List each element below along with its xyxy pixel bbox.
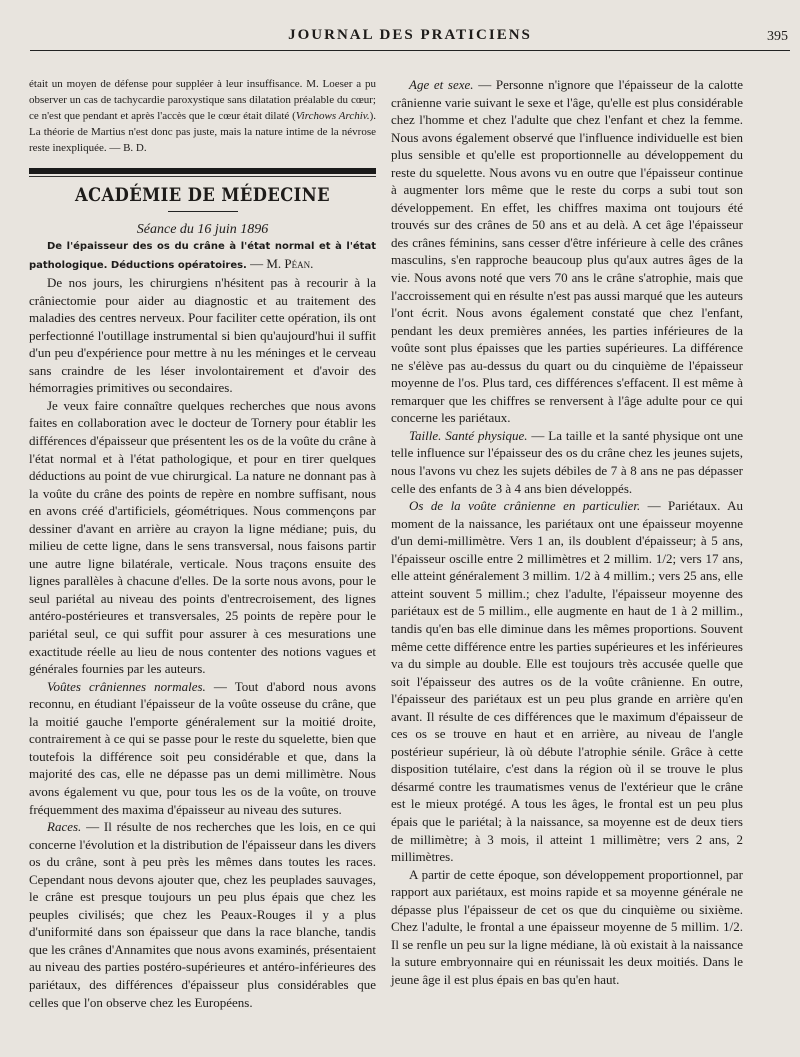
paragraph: Races. — Il résulte de nos recherches que les lois, en ce qui concerne l'évolution et la distribution de l'épaisseur dans les divers os du crâne, sont à peu près les mêmes dans toutes les races. Cependant nous devons ajouter que, chez les peuplades sauvages, le crâne est presque toujours un peu plus épais que chez les peuples civilisés; que chez les Peaux-Rouges il y a plus d'uniformité dans son épaisseur que dans la race blanche, tandis que les crânes d'Annamites que nous avons examinés, présentaient au niveau des parties postéro-supérieures et antéro-inférieures des pariétaux, des différences d'épaisseur plus considérables que celles que l'on observe chez les Européens.: [29, 819, 376, 1010]
seance-date: Séance du 16 juin 1896: [136, 221, 269, 237]
section-divider-thick: [29, 168, 376, 174]
paragraph: Taille. Santé physique. — La taille et la santé physique ont une telle influence sur l'épaisseur des os du crâne chez les jeunes sujets, nous l'avons vu chez les sujets débiles de 7 à 8 ans ne pas dépasser celle des enfants de 3 à 4 ans bien développés.: [391, 427, 743, 496]
paragraph: Os de la voûte crânienne en particulier. — Pariétaux. Au moment de la naissance, les pariétaux ont une épaisseur moyenne d'un demi-millimètre. Vers 1 an, ils doublent d'épaisseur; à 5 ans, l'épaisseur oscille entre 2 millimètres et 2 millim. 1/2; vers 17 ans, elle atteint généralement 3 millim. 1/2 à 4 millim.; vers 25 ans, elle atteint souvent 5 millim.; chez l'adulte, l'épaisseur moyenne des pariétaux est de 5 millim., elle augmente en haut de 1 à 2 millim., tandis qu'en bas elle diminue dans les mêmes proportions. Souvent même cette différence entre les parties supérieures et les inférieures va du simple au double. Elle est toujours très accusée quelle que soit l'épaisseur des autres os de la voûte crânienne. En outre, l'épaisseur des pariétaux est un peu plus grande en arrière qu'en avant. Il résulte de ces différences que le maximum d'épaisseur de ces os se trouve en haut et en arrière, au niveau de l'angle postérieur supérieur, là où débute l'atrophie sénile. Grâce à cette disposition tutélaire, c'est dans la région où il se trouve le plus désarmé contre les traumatismes venus de l'extérieur que le crâne est le mieux protégé. A tous les âges, le frontal est un peu plus épais que le pariétal; à la naissance, sa moyenne est de deux tiers de millimètre; à 3 mois, il atteint 1 millimètre; vers 2 ans, 2 millimètres.: [391, 498, 743, 865]
header-rule: [30, 50, 790, 51]
paragraph: Age et sexe. — Personne n'ignore que l'épaisseur de la calotte crânienne varie suivant le sexe et l'âge, qu'elle est plus considérable chez l'homme et chez l'adulte que chez l'enfant et chez la femme. Nous avons également observé que l'influence individuelle est bien plus sensible et qu'elle est proportionnelle au développement du reste du squelette. Nous avons vu en outre que l'épaisseur continue à augmenter lors même que le reste du corps a subi tout son développement. En effet, les chiffres maxima ont toujours été trouvés sur des crânes de 50 ans et au delà. A cet âge l'épaisseur des crânes féminins, sans cesser d'être inférieure à celle des crânes masculins, s'en rapproche beaucoup plus qu'aux autres âges de la vie. Nous avons noté que vers 70 ans le crâne s'atrophie, mais que l'accroissement qui en résulte n'est pas aussi marqué que les auteurs l'ont écrit. Nous avons également constaté que chez l'enfant, pendant les deux premières années, les parties inférieures de la voûte sont plus épaisses que les parties supérieures. La différence ne s'élève pas au-dessus du quart ou du cinquième de l'épaisseur moyenne de l'os. Plus tard, ces différences s'effacent. Il est même à remarquer que les chiffres se renversent à l'âge adulte pour ce qui concerne les pariétaux.: [391, 77, 743, 426]
paragraph: A partir de cette époque, son développement proportionnel, par rapport aux pariétaux, est moins rapide et sa moyenne générale ne dépasse plus l'épaisseur de cet os que du cinquième ou sixième. Chez l'adulte, le frontal a une épaisseur moyenne de 5 millim. 1/2. Il se renfle un peu sur la ligne médiane, là où existait à la naissance la suture embryonnaire qui en réunissait les deux moitiés. Dans le jeune âge il est plus épais en bas qu'en haut.: [391, 866, 743, 987]
paragraph: De nos jours, les chirurgiens n'hésitent pas à recourir à la crâniectomie pour aider au diagnostic et au traitement des maladies des centres nerveux. Pour faciliter cette opération, ils ont perfectionné l'outillage instrumental si bien qu'aujourd'hui il suffit d'un peu d'expérience pour mettre à nu les méninges et le cerveau sans craindre de les léser involontairement et d'avoir des hémorragies primitives ou secondaires.: [29, 275, 376, 396]
paragraph: Je veux faire connaître quelques recherches que nous avons faites en collaboration avec le docteur de Tornery pour établir les différences d'épaisseur que présentent les os de la voûte du crâne à l'état normal et à l'état pathologique, et pour en tirer quelques déductions au point de vue chirurgical. La nature ne donnant pas à la voûte du crâne des points de repère en nombre suffisant, nous en avons créé d'artificiels, géométriques. Nous commençons par dessiner d'avant en arrière au crayon la ligne médiane; puis, du milieu de cette ligne, dans le sens transversal, nous faisons partir une autre ligne bilatérale, verticale. Nous traçons ensuite des lignes parallèles à chacune d'elles. De la sorte nous avons, pour le seul pariétal au niveau des points d'entrecroisement, des lignes antéro-postérieures et transversales, 25 points de repère pour le pariétal seul, ce qui suffit pour assurer à ces mesurations une exactitude réelle au lieu de nous contenter des notions vagues et générales fournies par les auteurs.: [29, 397, 376, 677]
paragraph: Voûtes crâniennes normales. — Tout d'abord nous avons reconnu, en étudiant l'épaisseur de la voûte osseuse du crâne, que la moitié gauche l'emporte généralement sur la moitié droite, contrairement à ce qui se passe pour le reste du squelette, bien que toutefois la différence soit peu considérable et que, dans la majorité des cas, elle ne dépasse pas un demi millimètre. Nous avons également vu que, pour tous les os de la voûte, on trouve fréquemment des maxima d'épaisseur au niveau des sutures.: [29, 678, 376, 817]
right-column: [391, 76, 743, 988]
article-author: Péan.: [284, 256, 314, 272]
section-title: ACADÉMIE DE MÉDECINE: [75, 184, 330, 206]
section-divider-thin: [29, 176, 376, 177]
article-heading: De l'épaisseur des os du crâne à l'état normal et à l'état pathologique. Déductions opératoires. — M. Péan.: [29, 241, 376, 272]
running-header: [30, 22, 790, 52]
page-number: 395: [767, 29, 788, 44]
left-column: [29, 76, 376, 1011]
title-underline: [168, 211, 238, 212]
journal-title: JOURNAL DES PRATICIENS: [288, 27, 532, 43]
previous-article-end: était un moyen de défense pour suppléer à leur insuffisance. M. Loeser a pu observer un cas de tachycardie paroxystique sans dilatation préalable du cœur; ce n'est que pendant et après l'accès que le cœur était dilaté (Virchows Archiv.). La théorie de Martius n'est donc pas juste, mais la nature intime de la névrose reste inexpliquée. — B. D.: [29, 78, 376, 154]
